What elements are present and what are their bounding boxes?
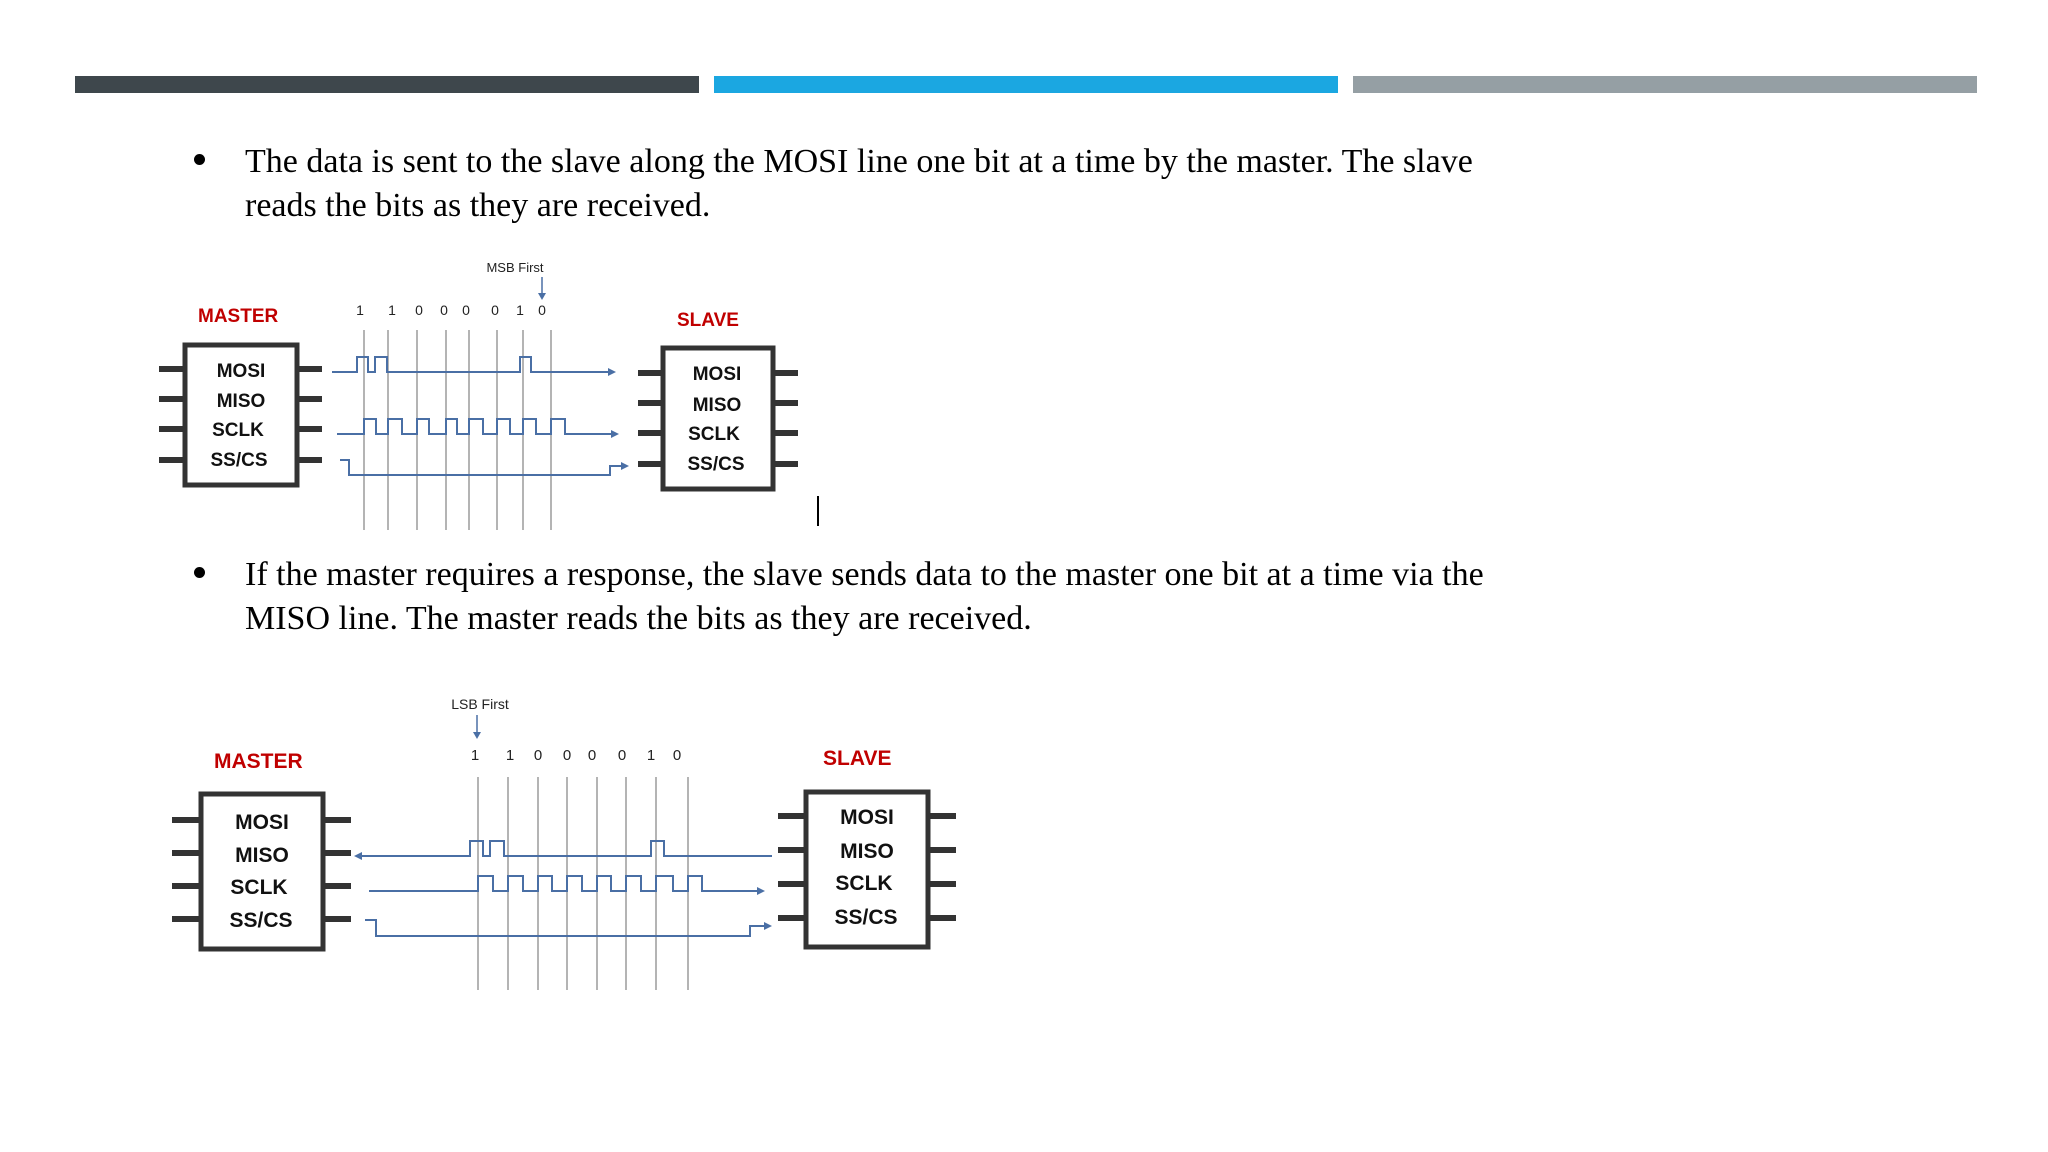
bit-label: 0 (415, 302, 423, 318)
bit-sequence (471, 747, 681, 764)
sscs-arrow-icon (621, 462, 629, 470)
slave-pin-miso: MISO (840, 840, 894, 863)
slave-pin-miso: MISO (692, 395, 742, 416)
slave-chip (638, 348, 798, 489)
header-bar-gray (1353, 76, 1977, 93)
bit-label: 1 (356, 302, 364, 318)
miso-signal (358, 841, 772, 856)
sscs-arrow-icon (764, 922, 772, 930)
bit-label: 0 (440, 302, 448, 318)
master-pin-sclk: SCLK (212, 420, 264, 441)
master-pin-mosi: MOSI (235, 811, 289, 834)
bullet-dot-icon (194, 154, 205, 165)
bit-label: 1 (388, 302, 396, 318)
text-cursor (817, 496, 819, 526)
master-label: MASTER (214, 750, 303, 773)
msb-arrow-icon (538, 277, 546, 300)
bit-label: 0 (562, 747, 572, 764)
sscs-signal (340, 460, 625, 475)
master-pin-miso: MISO (235, 844, 289, 867)
sclk-arrow-icon (611, 430, 619, 438)
slave-pin-sclk: SCLK (835, 872, 893, 895)
mosi-signal (332, 357, 612, 372)
mosi-arrow-icon (608, 368, 616, 376)
bit-label: 0 (617, 747, 627, 764)
slave-label: SLAVE (677, 310, 739, 331)
slave-pin-sscs: SS/CS (687, 454, 745, 475)
master-chip (159, 345, 322, 485)
master-pin-miso: MISO (216, 391, 266, 412)
bit-label: 0 (491, 302, 499, 318)
master-pin-sscs: SS/CS (210, 450, 268, 471)
slave-label: SLAVE (823, 747, 892, 770)
sclk-signal (337, 419, 615, 434)
lsb-first-label: LSB First (451, 696, 509, 712)
master-pin-mosi: MOSI (216, 361, 266, 382)
sclk-signal (369, 876, 762, 891)
slave-pin-mosi: MOSI (840, 806, 894, 829)
bit-label: 1 (505, 747, 515, 764)
miso-transfer-diagram (165, 692, 985, 1002)
header-bar-blue (714, 76, 1338, 93)
master-pin-sclk: SCLK (230, 876, 288, 899)
bit-label: 0 (587, 747, 597, 764)
bit-label: 0 (533, 747, 543, 764)
miso-arrow-icon (354, 852, 362, 860)
master-chip (172, 794, 351, 949)
bit-label: 0 (672, 747, 682, 764)
bullet-dot-icon (194, 567, 205, 578)
bit-label: 1 (646, 747, 656, 764)
bit-label: 0 (538, 302, 546, 318)
slave-pin-sscs: SS/CS (834, 906, 898, 929)
msb-first-label: MSB First (486, 260, 544, 275)
bit-label: 0 (462, 302, 470, 318)
sclk-arrow-icon (757, 887, 765, 895)
lsb-arrow-icon (473, 715, 481, 739)
slave-pin-mosi: MOSI (692, 364, 742, 385)
bit-label: 1 (470, 747, 480, 764)
mosi-transfer-diagram (150, 255, 830, 535)
bit-label: 1 (516, 302, 524, 318)
bullet-text: If the master requires a response, the slave sends data to the master one bit at a time via the MISO line. The master reads the bits as they are received. (245, 556, 1484, 637)
slave-pin-sclk: SCLK (688, 424, 740, 445)
bullet-text: The data is sent to the slave along the MOSI line one bit at a time by the master. The slave reads the bits as they are received. (245, 143, 1473, 224)
master-pin-sscs: SS/CS (229, 909, 293, 932)
bit-sequence (356, 302, 546, 318)
master-label: MASTER (198, 306, 279, 327)
header-bar-dark (75, 76, 699, 93)
slave-chip (778, 792, 956, 947)
